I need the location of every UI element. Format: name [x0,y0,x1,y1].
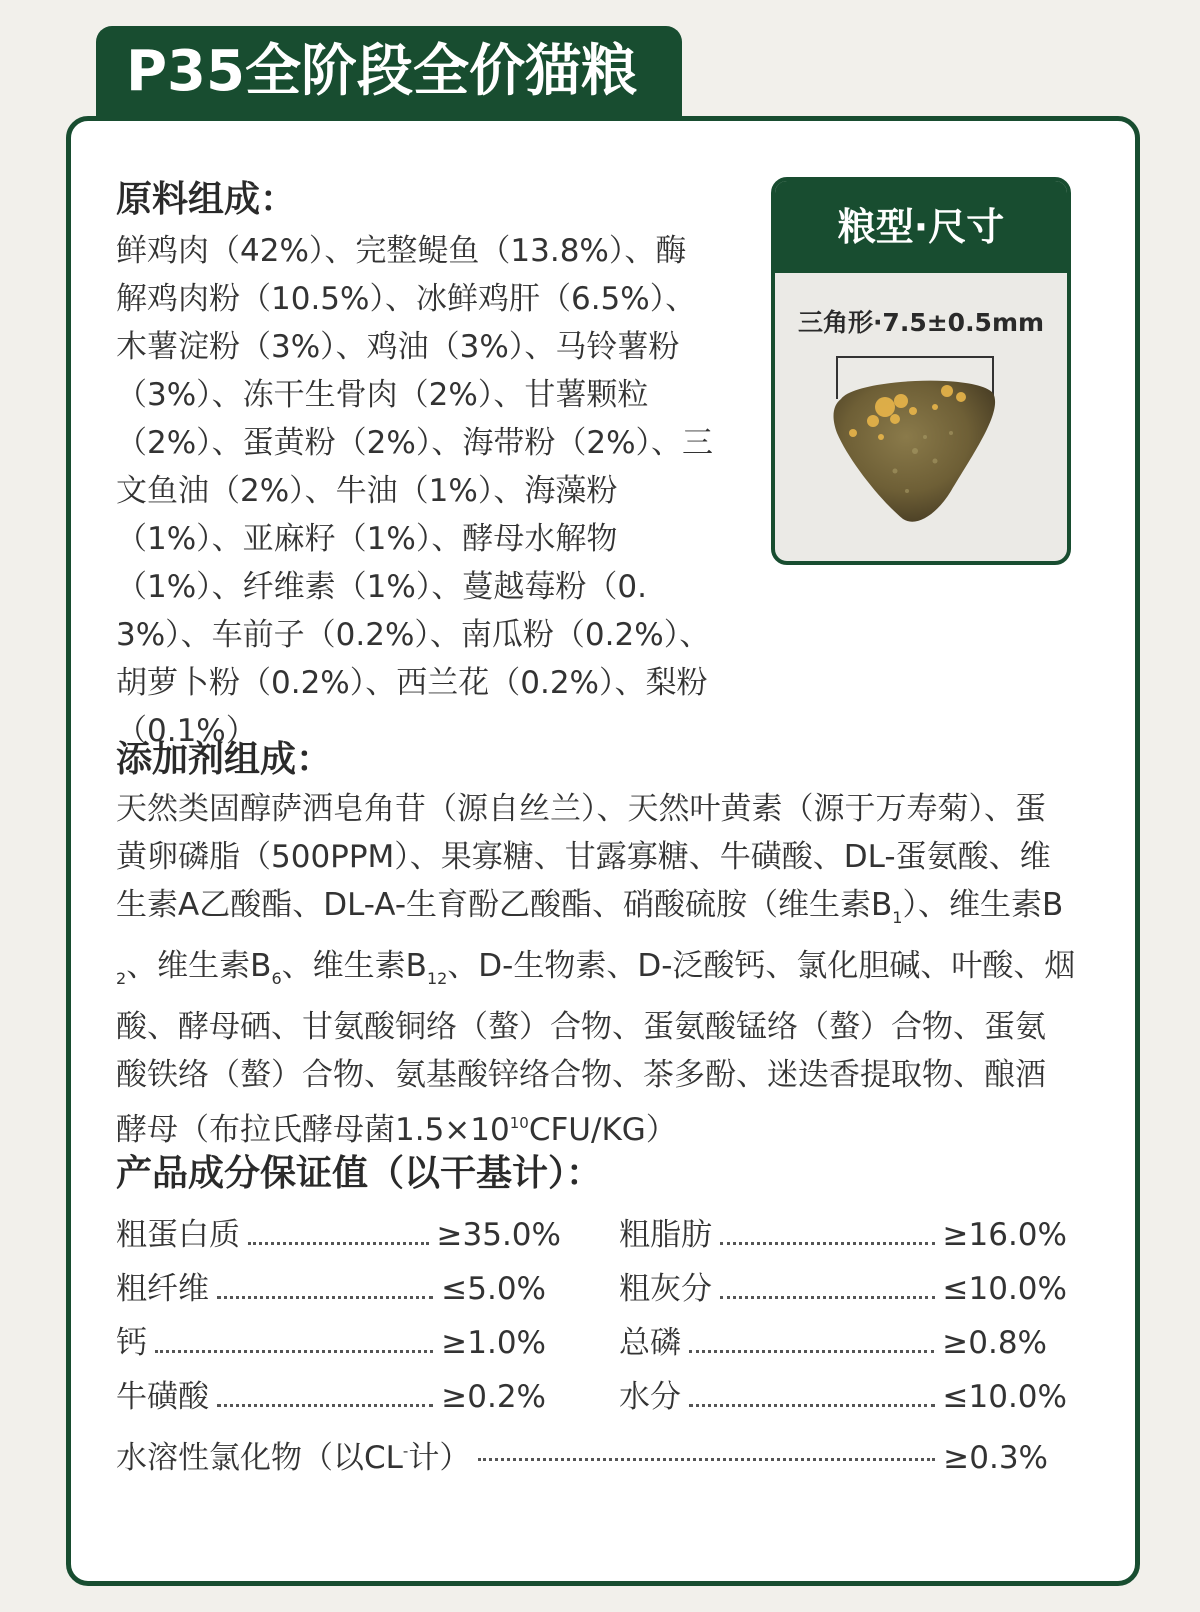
guarantee-name: 粗脂肪 [619,1217,712,1253]
kibble-size-label: 三角形·7.5±0.5mm [797,308,1045,337]
additives-part1: 天然类固醇萨洒皂角苷（源自丝兰）、天然叶黄素（源于万寿菊）、蛋黄卵磷脂（500PPM）、果寡糖、甘露寡糖、牛磺酸、DL-蛋氨酸、维生素A乙酸酯、DL-A-生育酚乙酸酯、硝酸硫胺（维生素B [116,791,1051,923]
vitamin-b12-subscript: 12 [426,969,448,988]
vitamin-b2-subscript: 2 [116,969,127,988]
guarantee-value: ≤10.0% [942,1271,1067,1307]
guarantee-value: ≥1.0% [441,1325,546,1361]
vitamin-b6-subscript: 6 [271,969,282,988]
triangle-kibble-icon [775,341,1067,561]
page-title: P35全阶段全价猫粮 [96,26,682,118]
guarantee-row [619,1319,1047,1367]
additives-text [116,785,1076,1154]
guarantee-name: 粗蛋白质 [116,1217,240,1253]
guarantee-row [619,1211,1067,1259]
guarantee-name: 牛磺酸 [116,1379,209,1415]
additives-part2: ）、维生素B [902,887,1064,923]
guarantee-row [619,1373,1067,1421]
guarantee-name: 粗灰分 [619,1271,712,1307]
guarantee-name: 水溶性氯化物（以CL-计） [116,1440,471,1476]
guarantee-value: ≥35.0% [436,1217,561,1253]
guarantee-name: 钙 [116,1325,147,1361]
additives-part4: 、维生素B [281,948,427,984]
guarantee-row [116,1265,546,1313]
guarantee-row [619,1265,1067,1313]
guarantee-value: ≥0.3% [943,1440,1048,1476]
cfu-exponent: 10 [509,1114,529,1132]
guarantee-name: 总磷 [619,1325,681,1361]
product-info-card [66,116,1140,1586]
additives-part6: CFU/KG） [528,1112,677,1148]
additives-heading: 添加剂组成： [116,739,333,780]
guarantee-row-chloride [116,1427,1048,1475]
ingredients-text: 鲜鸡肉（42%）、完整鳀鱼（13.8%）、酶解鸡肉粉（10.5%）、冰鲜鸡肝（6.5%）、木薯淀粉（3%）、鸡油（3%）、马铃薯粉（3%）、冻干生骨肉（2%）、甘薯颗粒（2%）、蛋黄粉（2%）、海带粉（2%）、三文鱼油（2%）、牛油（1%）、海藻粉（1%）、亚麻籽（1%）、酵母水解物（1%）、纤维素（1%）、蔓越莓粉（0.3%）、车前子（0.2%）、南瓜粉（0.2%）、胡萝卜粉（0.2%）、西兰花（0.2%）、梨粉（0.1%） [116,233,714,749]
guarantee-value: ≥0.2% [441,1379,546,1415]
guarantee-name: 粗纤维 [116,1271,209,1307]
guarantee-value: ≤10.0% [942,1379,1067,1415]
vitamin-b1-subscript: 1 [892,908,903,927]
guarantee-row [116,1211,561,1259]
ingredients-heading: 原料组成： [116,179,297,220]
guarantee-row [116,1319,546,1367]
guarantee-value: ≤5.0% [441,1271,546,1307]
additives-part5: 、D-生物素、D-泛酸钙、氯化胆碱、叶酸、烟酸、酵母硒、甘氨酸铜络（螯）合物、蛋氨酸锰络（螯）合物、蛋氨酸铁络（螯）合物、氨基酸锌络合物、茶多酚、迷迭香提取物、酿酒酵母（布拉氏酵母菌1.5×10 [116,948,1076,1148]
guarantee-name: 水分 [619,1379,681,1415]
guarantee-value: ≥0.8% [942,1325,1047,1361]
kibble-size-box [771,177,1071,565]
additives-part3: 、维生素B [126,948,272,984]
kibble-heading: 粮型·尺寸 [775,181,1067,273]
guarantee-row [116,1373,546,1421]
guarantee-heading: 产品成分保证值（以干基计）： [116,1153,603,1194]
guarantee-value: ≥16.0% [942,1217,1067,1253]
